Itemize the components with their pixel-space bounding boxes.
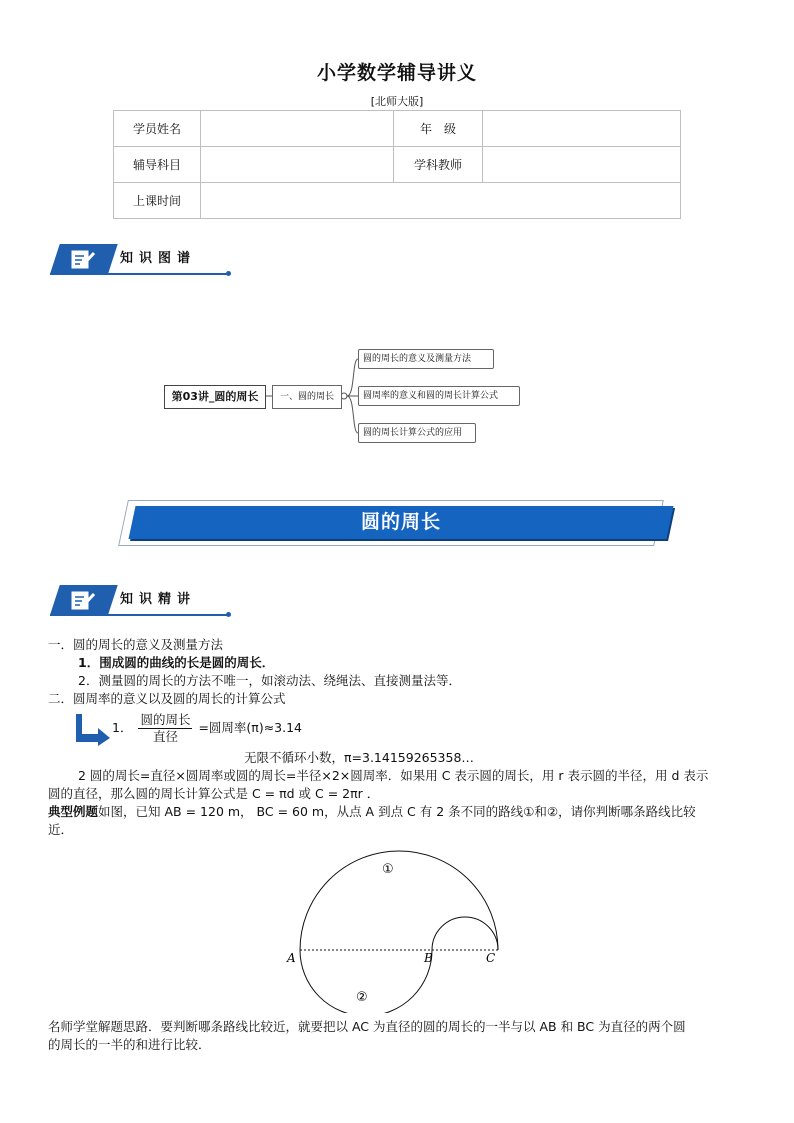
- student-name-label: 学员姓名: [114, 111, 201, 147]
- section-underline-dot: [226, 271, 231, 276]
- section-title: 知识图谱: [120, 251, 197, 266]
- formula-denominator: 直径: [152, 729, 178, 744]
- formula-numerator: 圆的周长: [140, 712, 191, 727]
- section-title: 知识精讲: [120, 592, 197, 607]
- page-title: 小学数学辅导讲义: [316, 62, 477, 84]
- arrow-icon: [72, 712, 112, 746]
- point-b-label: B: [424, 951, 433, 965]
- solution-line-1: 名师学堂解题思路．要判断哪条路线比较近，就要把以 AC 为直径的圆的周长的一半与以 AB 和 BC 为直径的两个圆: [48, 1019, 686, 1034]
- route-1-label: ①: [382, 862, 394, 877]
- mindmap-root: 第03讲_圆的周长: [164, 385, 266, 409]
- student-name-cell[interactable]: [201, 111, 394, 147]
- mindmap-leaf: 圆的周长的意义及测量方法: [358, 349, 494, 369]
- time-label: 上课时间: [114, 183, 201, 219]
- point-c-label: C: [486, 951, 496, 965]
- paragraph-1: 1．围成圆的曲线的长是圆的周长．: [78, 655, 275, 670]
- heading-1: 一．圆的周长的意义及测量方法: [48, 637, 224, 652]
- formula-index: 1．: [112, 720, 133, 735]
- formula-fraction: [138, 712, 192, 745]
- mindmap-leaf: 圆周率的意义和圆的周长计算公式: [358, 386, 520, 406]
- solution-line-2: 的周长的一半的和进行比较．: [48, 1037, 211, 1052]
- mindmap-leaf: 圆的周长计算公式的应用: [358, 423, 476, 443]
- subject-label: 辅导科目: [114, 147, 201, 183]
- point-a-label: A: [287, 951, 296, 965]
- route-2-label: ②: [356, 990, 368, 1005]
- example-tag: 典型例题: [48, 804, 99, 819]
- paragraph-2: 2．测量圆的周长的方法不唯一，如滚动法、绕绳法、直接测量法等．: [78, 673, 461, 688]
- time-cell[interactable]: [201, 183, 681, 219]
- paragraph-3b: 圆的直径，那么圆的周长计算公式是 C = πd 或 C = 2πr ．: [48, 786, 380, 801]
- paragraph-3a: 2 圆的周长=直径×圆周率或圆的周长=半径×2×圆周率．如果用 C 表示圆的周长，用 r 表示圆的半径，用 d 表示: [78, 768, 709, 783]
- section-underline: [50, 614, 230, 616]
- subject-cell[interactable]: [201, 147, 394, 183]
- grade-label: 年 级: [394, 111, 483, 147]
- example-line-1: [48, 803, 696, 821]
- section-header-explain: [50, 585, 230, 619]
- mindmap-branch: 一、圆的周长: [272, 385, 342, 409]
- formula-row: [112, 712, 302, 745]
- notepad-pencil-icon: [70, 589, 96, 611]
- heading-2: 二．圆周率的意义以及圆的周长的计算公式: [48, 691, 286, 706]
- example-line-2: 近．: [48, 822, 74, 837]
- banner-title: 圆的周长: [360, 511, 441, 533]
- formula-rhs: =圆周率(π)≈3.14: [198, 720, 302, 735]
- teacher-label: 学科教师: [394, 147, 483, 183]
- section-header-map: [50, 244, 230, 278]
- teacher-cell[interactable]: [483, 147, 681, 183]
- grade-cell[interactable]: [483, 111, 681, 147]
- circle-paths-figure: [280, 843, 510, 1013]
- section-underline: [50, 273, 230, 275]
- pi-definition: 无限不循环小数，π=3.14159265358…: [244, 750, 474, 765]
- notepad-pencil-icon: [70, 248, 96, 270]
- example-text: 如图，已知 AB = 120 m， BC = 60 m，从点 A 到点 C 有 2 条不同的路线①和②，请你判断哪条路线比较: [98, 804, 696, 819]
- student-info-table: [113, 110, 681, 219]
- edition-label: [北师大版]: [370, 95, 424, 108]
- section-underline-dot: [226, 612, 231, 617]
